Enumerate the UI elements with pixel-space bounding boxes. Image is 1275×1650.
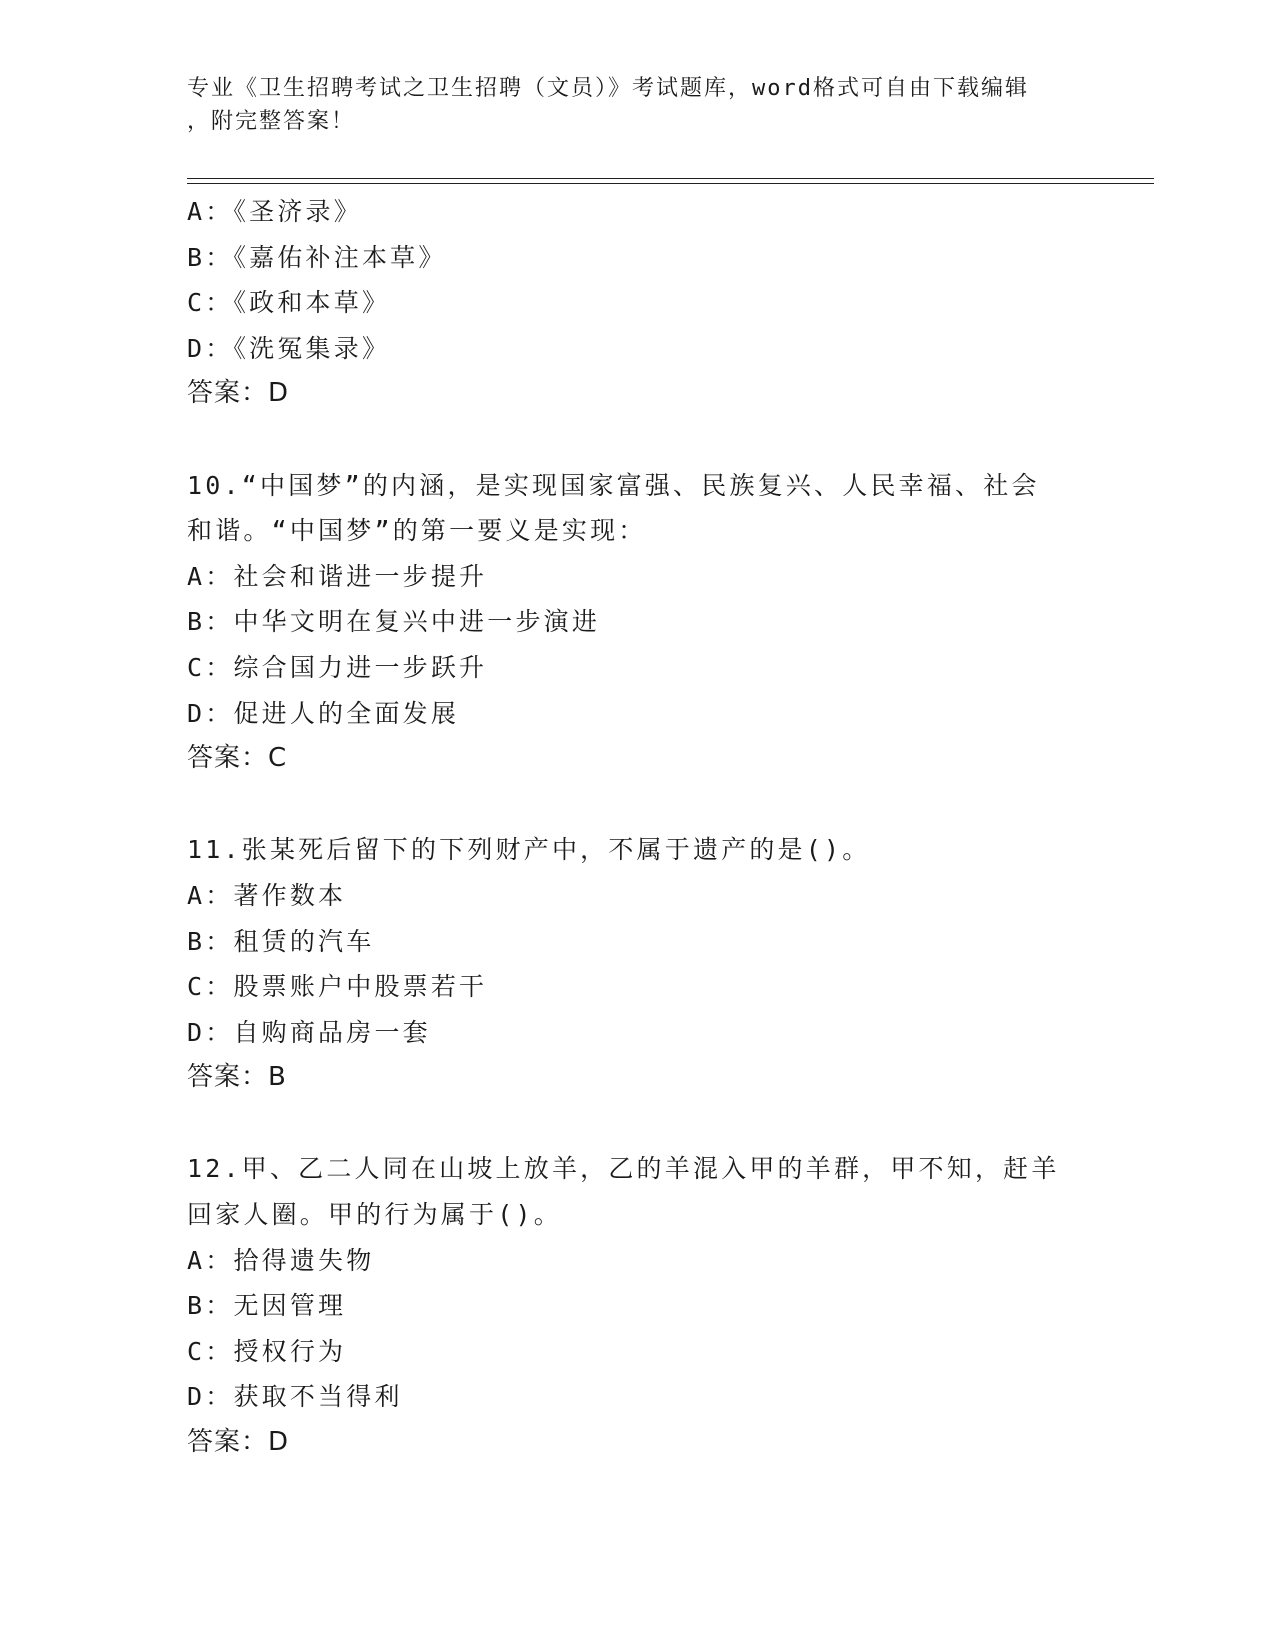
answer: 答案：C [187, 743, 288, 774]
option-c: C：授权行为 [187, 1336, 347, 1366]
question-stem-continued: 回家人圈。甲的行为属于()。 [187, 1200, 562, 1230]
header-line-2: ，附完整答案！ [187, 109, 356, 134]
question-12 [187, 1146, 1147, 1465]
option-c: C：股票账户中股票若干 [187, 972, 488, 1002]
question-stem: 11.张某死后留下的下列财产中，不属于遗产的是()。 [187, 835, 871, 865]
answer: 答案：D [187, 378, 290, 409]
question-9 [187, 189, 1147, 417]
option-a: A：社会和谐进一步提升 [187, 561, 488, 591]
option-a: A：拾得遗失物 [187, 1245, 375, 1275]
header-line-1: 专业《卫生招聘考试之卫生招聘（文员）》考试题库，word格式可自由下载编辑 [187, 76, 1029, 101]
answer: 答案：D [187, 1427, 290, 1458]
option-a: A：《圣济录》 [187, 197, 362, 226]
header-divider-top [187, 178, 1154, 179]
option-c: C：综合国力进一步跃升 [187, 652, 488, 682]
question-10 [187, 463, 1147, 782]
question-11 [187, 827, 1147, 1101]
question-list [187, 189, 1147, 1466]
spacer [187, 1101, 1147, 1147]
option-d: D：获取不当得利 [187, 1382, 403, 1412]
question-stem-continued: 和谐。“中国梦”的第一要义是实现： [187, 516, 647, 546]
option-d: D：促进人的全面发展 [187, 698, 460, 728]
option-a: A：著作数本 [187, 880, 347, 910]
option-b: B：《嘉佑补注本草》 [187, 242, 447, 272]
option-c: C：《政和本草》 [187, 288, 391, 318]
header-divider-bottom [187, 183, 1154, 184]
option-b: B：无因管理 [187, 1291, 347, 1321]
option-d: D：自购商品房一套 [187, 1017, 431, 1047]
option-b: B：租赁的汽车 [187, 926, 375, 956]
document-header [187, 72, 1087, 138]
answer: 答案：B [187, 1062, 287, 1093]
option-b: B：中华文明在复兴中进一步演进 [187, 607, 601, 637]
spacer [187, 417, 1147, 463]
question-stem: 12.甲、乙二人同在山坡上放羊，乙的羊混入甲的羊群，甲不知，赶羊 [187, 1154, 1060, 1184]
question-stem: 10.“中国梦”的内涵，是实现国家富强、民族复兴、人民幸福、社会 [187, 470, 1040, 500]
spacer [187, 782, 1147, 828]
option-d: D：《洗冤集录》 [187, 333, 391, 363]
